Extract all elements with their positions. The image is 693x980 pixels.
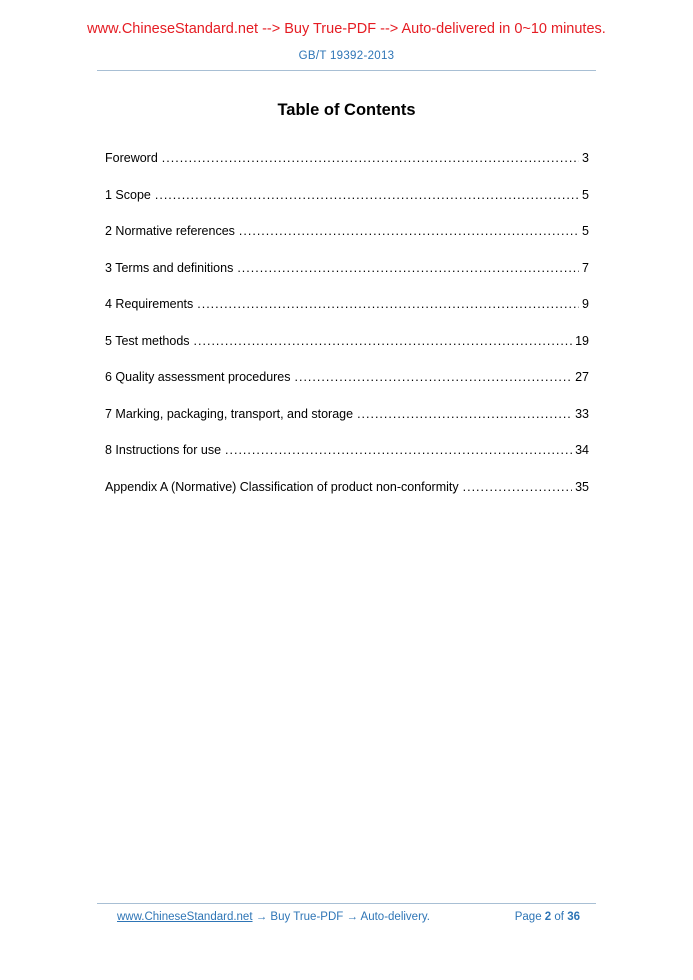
toc-dot-leader [239, 225, 579, 238]
toc-entry-marking-packaging [105, 408, 589, 421]
footer-page-indicator [515, 911, 580, 923]
toc-entry-label: 6 Quality assessment procedures [105, 370, 291, 384]
toc-entry-page: 9 [582, 297, 589, 311]
standard-number: GB/T 19392-2013 [298, 50, 395, 62]
page-title: Table of Contents [277, 101, 416, 119]
footer-page-label: Page [514, 911, 542, 923]
toc-entry-page: 33 [575, 406, 589, 421]
toc-entry-page: 35 [575, 479, 589, 494]
toc-entry-label: Foreword [105, 151, 158, 165]
toc-entry-label: 7 Marking, packaging, transport, and storage [105, 406, 354, 421]
footer-page-total: 36 [567, 911, 580, 923]
footer-tagline-text: → Buy True-PDF → Auto-delivery. [255, 911, 430, 923]
header-promo-text: www.ChineseStandard.net --> Buy True-PDF --> Auto-delivered in 0~10 minutes. [87, 21, 606, 37]
toc-entry-label: 4 Requirements [105, 297, 194, 311]
toc-entry-page: 19 [575, 333, 589, 348]
toc-entry-label: 3 Terms and definitions [105, 260, 234, 275]
toc-entry-label: 5 Test methods [105, 333, 190, 348]
toc-entry-appendix-a [105, 481, 589, 494]
toc-entry-test-methods [105, 335, 589, 348]
toc-dot-leader [295, 371, 573, 384]
toc-entry-page: 34 [575, 443, 589, 457]
footer-link[interactable]: www.ChineseStandard.net [117, 911, 253, 923]
toc-dot-leader [357, 408, 572, 421]
toc-dot-leader [155, 189, 579, 202]
footer-page-current: 2 [544, 911, 552, 923]
toc-entry-quality-assessment [105, 371, 589, 384]
table-of-contents [0, 152, 693, 517]
toc-entry-page: 27 [575, 370, 589, 384]
page-footer [0, 903, 693, 923]
toc-entry-requirements [105, 298, 589, 311]
toc-entry-label: 1 Scope [105, 187, 151, 202]
toc-entry-terms-definitions [105, 262, 589, 275]
toc-entry-normative-references [105, 225, 589, 238]
toc-entry-page: 7 [582, 260, 589, 275]
toc-dot-leader [162, 152, 579, 165]
toc-dot-leader [194, 335, 573, 348]
toc-dot-leader [463, 481, 572, 494]
toc-entry-label: 8 Instructions for use [105, 443, 222, 457]
toc-dot-leader [197, 298, 579, 311]
toc-entry-label: 2 Normative references [105, 224, 235, 238]
toc-entry-page: 5 [582, 224, 589, 238]
header-divider [97, 70, 596, 71]
toc-entry-page: 3 [582, 151, 589, 165]
toc-entry-foreword [105, 152, 589, 165]
toc-entry-instructions [105, 444, 589, 457]
toc-dot-leader [237, 262, 579, 275]
toc-entry-page: 5 [582, 187, 589, 202]
toc-dot-leader [225, 444, 572, 457]
footer-tagline [117, 911, 430, 923]
footer-of-label: of [554, 911, 564, 923]
toc-entry-label: Appendix A (Normative) Classification of product non-conformity [105, 479, 459, 494]
toc-entry-scope [105, 189, 589, 202]
